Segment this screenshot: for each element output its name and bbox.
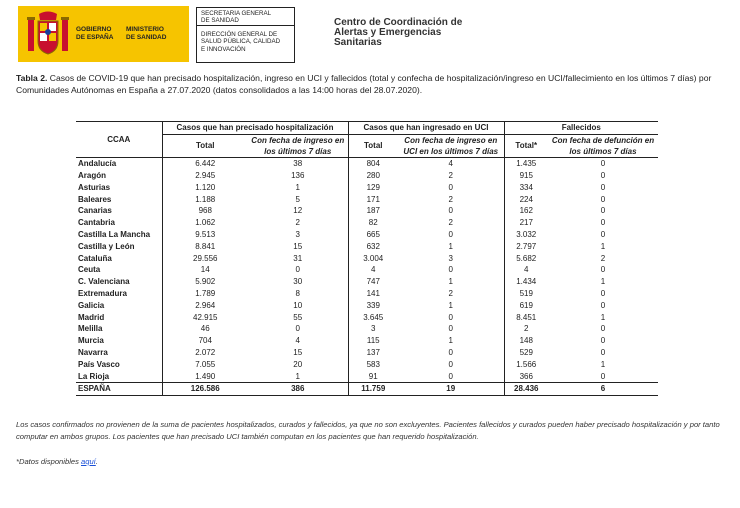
footnote-text: Los casos confirmados no provienen de la suma de pacientes hospitalizados, curados y fallecidos, ya que no son excluyentes. Pacientes fallecidos y curados pueden haber precisado hospitalización y por tanto computar en ambos grupos. Los pacientes que han precisado UCI también computan en los pacientes que han requerido hospitalización. [16, 420, 720, 441]
datos-disponibles-end: . [95, 457, 98, 466]
cell-h-7d: 2 [295, 218, 300, 228]
cell-f-7d: 0 [600, 336, 606, 346]
secretaria-box [196, 7, 295, 63]
cell-h-total: 968 [162, 205, 248, 217]
cell-h-7d: 30 [293, 277, 303, 287]
cell-f-total: 519 [504, 288, 548, 300]
table-row [76, 323, 658, 335]
cell-f-total: 1.435 [504, 157, 548, 169]
table-row [76, 370, 658, 382]
total-u-total: 11.759 [348, 382, 398, 395]
cell-h-total: 7.055 [162, 358, 248, 370]
cell-u-7d: 2 [448, 288, 453, 298]
cell-ccaa: Murcia [78, 336, 104, 346]
cell-u-total: 3.004 [348, 252, 398, 264]
cell-f-7d: 0 [600, 206, 606, 216]
table-row [76, 252, 658, 264]
direccion-label: DIRECCIÓN GENERAL DE SALUD PÚBLICA, CALIDAD E INNOVACIÓN [201, 31, 281, 53]
cell-u-7d: 2 [448, 218, 453, 228]
cell-f-7d: 0 [600, 182, 606, 192]
cell-h-7d: 0 [295, 324, 300, 334]
table-body [76, 157, 658, 382]
table-row [76, 217, 658, 229]
cell-h-7d: 55 [293, 312, 303, 322]
cell-u-total: 804 [348, 157, 398, 169]
cell-h-total: 1.120 [162, 181, 248, 193]
cell-u-7d: 2 [448, 194, 453, 204]
cell-u-total: 665 [348, 229, 398, 241]
cell-ccaa: Canarias [78, 206, 112, 216]
datos-disponibles [16, 457, 98, 466]
cell-f-total: 2 [504, 323, 548, 335]
caption-text: Casos de COVID-19 que han precisado hospitalización, ingreso en UCI y fallecidos (total y confecha de hospitalización/ingreso en UCI/fallecimiento en los últimos 7 días) por Comunidades Autónomas en España a 27.07.2020 (datos consolidados a las 14:00 horas del 28.07.2020). [16, 73, 712, 95]
cell-h-7d: 31 [293, 253, 303, 263]
total-u-7d: 19 [398, 382, 504, 395]
cell-h-7d: 15 [293, 241, 303, 251]
cell-u-total: 129 [348, 181, 398, 193]
cell-f-7d: 0 [600, 347, 606, 357]
cell-h-7d: 10 [293, 300, 303, 310]
cell-u-total: 583 [348, 358, 398, 370]
cell-f-7d: 0 [600, 371, 606, 381]
cell-h-total: 1.188 [162, 193, 248, 205]
table-row [76, 335, 658, 347]
cell-u-7d: 0 [448, 324, 453, 334]
cell-h-total: 46 [162, 323, 248, 335]
header-h-total: Total [162, 134, 248, 157]
cell-u-7d: 1 [448, 300, 453, 310]
cell-h-7d: 15 [293, 347, 303, 357]
cell-f-7d: 0 [600, 265, 606, 275]
gobierno-label: GOBIERNO DE ESPAÑA [76, 26, 114, 41]
table-total-row [76, 382, 658, 395]
cell-h-7d: 3 [295, 229, 300, 239]
cell-f-total: 619 [504, 299, 548, 311]
cell-f-7d: 2 [600, 253, 606, 263]
table-row [76, 288, 658, 300]
cell-f-total: 529 [504, 347, 548, 359]
cell-f-total: 217 [504, 217, 548, 229]
cell-u-7d: 1 [448, 277, 453, 287]
page-header [18, 6, 723, 64]
cell-ccaa: C. Valenciana [78, 277, 130, 287]
cell-f-7d: 1 [600, 312, 606, 322]
table-row [76, 264, 658, 276]
cell-h-7d: 4 [295, 336, 300, 346]
ministerio-label: MINISTERIO DE SANIDAD [126, 26, 167, 41]
cell-h-total: 42.915 [162, 311, 248, 323]
cell-u-total: 115 [348, 335, 398, 347]
total-ccaa: ESPAÑA [76, 382, 162, 395]
cell-h-7d: 38 [293, 159, 303, 169]
header-ccaa-spacer [76, 122, 162, 135]
cell-h-7d: 20 [293, 359, 303, 369]
cell-f-7d: 1 [600, 241, 606, 251]
cell-f-7d: 0 [600, 324, 606, 334]
cell-f-7d: 0 [600, 194, 606, 204]
cell-f-total: 5.682 [504, 252, 548, 264]
cell-f-total: 334 [504, 181, 548, 193]
cell-u-total: 3.645 [348, 311, 398, 323]
cell-f-total: 1.434 [504, 276, 548, 288]
table-caption [16, 72, 728, 96]
cell-u-7d: 0 [448, 347, 453, 357]
cell-ccaa: La Rioja [78, 371, 110, 381]
cell-h-7d: 12 [293, 206, 303, 216]
cell-f-total: 224 [504, 193, 548, 205]
cell-f-7d: 0 [600, 170, 606, 180]
secretaria-label: SECRETARIA GENERAL DE SANIDAD [197, 8, 294, 26]
cell-h-7d: 136 [291, 170, 305, 180]
table-row [76, 170, 658, 182]
header-u-total: Total [348, 134, 398, 157]
table-row [76, 240, 658, 252]
coat-of-arms-icon [26, 11, 70, 57]
cell-f-total: 2.797 [504, 240, 548, 252]
cell-u-7d: 0 [448, 371, 453, 381]
cell-h-total: 1.789 [162, 288, 248, 300]
cell-ccaa: Castilla La Mancha [78, 229, 151, 239]
cell-u-7d: 0 [448, 359, 453, 369]
cell-f-7d: 0 [600, 288, 606, 298]
cell-u-7d: 1 [448, 241, 453, 251]
cell-u-7d: 0 [448, 229, 453, 239]
total-f-total: 28.436 [504, 382, 548, 395]
cell-ccaa: Asturias [78, 182, 111, 192]
cell-h-7d: 0 [295, 265, 300, 275]
table-row [76, 181, 658, 193]
cell-ccaa: Aragón [78, 170, 106, 180]
cell-h-7d: 5 [295, 194, 300, 204]
cell-u-7d: 0 [448, 206, 453, 216]
cell-h-7d: 8 [295, 288, 300, 298]
cell-f-7d: 1 [600, 359, 606, 369]
cell-ccaa: Cataluña [78, 253, 112, 263]
cell-u-total: 141 [348, 288, 398, 300]
table-row [76, 347, 658, 359]
table-row [76, 276, 658, 288]
header-group-hospitalizacion: Casos que han precisado hospitalización [162, 122, 348, 135]
cell-ccaa: Baleares [78, 194, 112, 204]
cell-ccaa: Melilla [78, 324, 103, 334]
centro-title: Centro de Coordinación de Alertas y Emergencias Sanitarias [334, 17, 463, 48]
cell-ccaa: Ceuta [78, 265, 101, 275]
cell-h-total: 5.902 [162, 276, 248, 288]
cell-h-total: 6.442 [162, 157, 248, 169]
cell-f-total: 366 [504, 370, 548, 382]
cell-f-total: 148 [504, 335, 548, 347]
table-row [76, 358, 658, 370]
cell-ccaa: Navarra [78, 347, 108, 357]
cell-ccaa: Cantabria [78, 218, 115, 228]
cell-h-total: 704 [162, 335, 248, 347]
cell-f-7d: 1 [600, 277, 606, 287]
government-logo [18, 6, 189, 62]
cell-u-total: 91 [348, 370, 398, 382]
cell-f-total: 1.566 [504, 358, 548, 370]
cell-u-7d: 0 [448, 265, 453, 275]
cell-h-total: 14 [162, 264, 248, 276]
cell-h-total: 1.490 [162, 370, 248, 382]
cell-f-total: 162 [504, 205, 548, 217]
table-row [76, 299, 658, 311]
cell-f-total: 3.032 [504, 229, 548, 241]
header-h-7d: Con fecha de ingreso en los últimos 7 días [248, 134, 348, 157]
cell-u-total: 171 [348, 193, 398, 205]
header-f-7d: Con fecha de defunción en los últimos 7 días [548, 134, 658, 157]
cell-ccaa: País Vasco [78, 359, 120, 369]
caption-label: Tabla 2. [16, 73, 48, 83]
cell-u-total: 280 [348, 170, 398, 182]
total-h-total: 126.586 [162, 382, 248, 395]
total-h-7d: 386 [248, 382, 348, 395]
covid-hospitalization-table [76, 121, 658, 396]
table-row [76, 193, 658, 205]
cell-u-7d: 0 [448, 312, 453, 322]
cell-h-total: 9.513 [162, 229, 248, 241]
datos-disponibles-text: *Datos disponibles [16, 457, 82, 466]
cell-u-total: 632 [348, 240, 398, 252]
table-row [76, 205, 658, 217]
cell-u-total: 187 [348, 205, 398, 217]
cell-u-total: 4 [348, 264, 398, 276]
cell-h-7d: 1 [295, 182, 300, 192]
cell-ccaa: Galicia [78, 300, 105, 310]
cell-u-7d: 2 [448, 170, 453, 180]
cell-f-7d: 0 [600, 229, 606, 239]
cell-u-total: 3 [348, 323, 398, 335]
cell-ccaa: Extremadura [78, 288, 127, 298]
cell-f-7d: 0 [600, 218, 606, 228]
datos-disponibles-link[interactable]: aquí [81, 457, 96, 466]
cell-f-total: 4 [504, 264, 548, 276]
cell-h-total: 1.062 [162, 217, 248, 229]
cell-u-total: 339 [348, 299, 398, 311]
table-row [76, 311, 658, 323]
cell-h-total: 29.556 [162, 252, 248, 264]
header-group-uci: Casos que han ingresado en UCI [348, 122, 504, 135]
header-u-7d: Con fecha de ingreso en UCI en los últimos 7 días [398, 134, 504, 157]
table-row [76, 229, 658, 241]
header-f-total: Total* [504, 134, 548, 157]
cell-f-total: 8.451 [504, 311, 548, 323]
cell-f-total: 915 [504, 170, 548, 182]
cell-h-total: 2.072 [162, 347, 248, 359]
cell-u-7d: 0 [448, 182, 453, 192]
total-f-7d: 6 [548, 382, 658, 395]
header-group-fallecidos: Fallecidos [504, 122, 658, 135]
cell-h-7d: 1 [295, 371, 300, 381]
cell-h-total: 8.841 [162, 240, 248, 252]
cell-ccaa: Madrid [78, 312, 105, 322]
cell-h-total: 2.945 [162, 170, 248, 182]
header-ccaa: CCAA [76, 134, 162, 157]
cell-u-7d: 4 [448, 159, 453, 169]
cell-f-7d: 0 [600, 159, 606, 169]
cell-f-7d: 0 [600, 300, 606, 310]
cell-ccaa: Castilla y León [78, 241, 135, 251]
cell-u-7d: 1 [448, 336, 453, 346]
cell-ccaa: Andalucía [78, 159, 117, 169]
cell-u-total: 747 [348, 276, 398, 288]
cell-u-total: 137 [348, 347, 398, 359]
cell-h-total: 2.964 [162, 299, 248, 311]
cell-u-total: 82 [348, 217, 398, 229]
table-row [76, 157, 658, 169]
cell-u-7d: 3 [448, 253, 453, 263]
